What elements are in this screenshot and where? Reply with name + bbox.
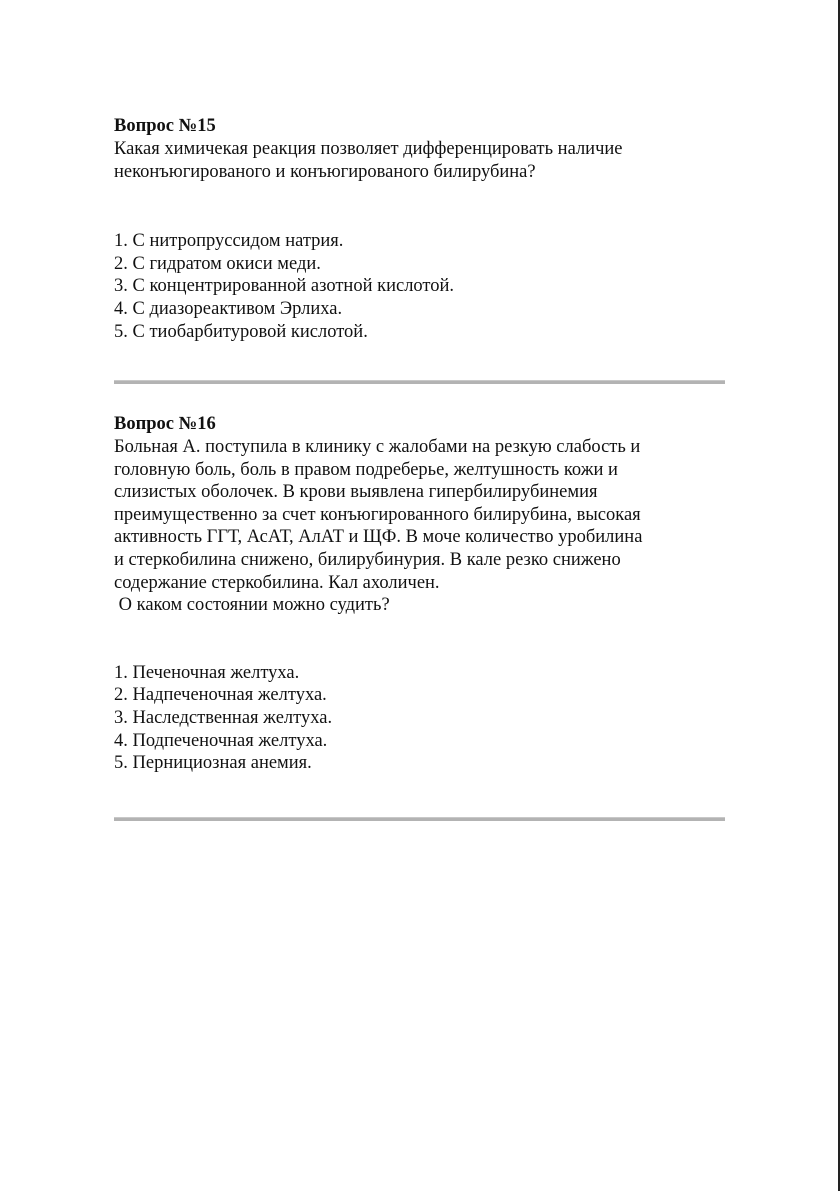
question-text-line: содержание стеркобилина. Кал ахоличен. xyxy=(114,572,440,593)
answer-option[interactable]: 5. Пернициозная анемия. xyxy=(114,753,312,774)
section-divider xyxy=(114,817,725,821)
answer-options xyxy=(114,662,734,775)
question-text-line: неконъюгированого и конъюгированого билирубина? xyxy=(114,161,536,182)
question-15 xyxy=(114,115,734,343)
answer-options xyxy=(114,230,734,343)
question-title: Вопрос №16 xyxy=(114,414,216,434)
question-text-line: активность ГГТ, АсАТ, АлАТ и ЩФ. В моче количество уробилина xyxy=(114,527,643,548)
answer-option[interactable]: 3. Наследственная желтуха. xyxy=(114,707,333,728)
answer-option[interactable]: 3. С концентрированной азотной кислотой. xyxy=(114,276,455,297)
answer-option[interactable]: 4. С диазореактивом Эрлиха. xyxy=(114,298,343,319)
section-divider xyxy=(114,380,725,384)
question-text-line: преимущественно за счет конъюгированного билирубина, высокая xyxy=(114,504,641,525)
answer-option[interactable]: 1. Печеночная желтуха. xyxy=(114,662,300,683)
answer-option[interactable]: 2. С гидратом окиси меди. xyxy=(114,253,321,274)
answer-option[interactable]: 5. С тиобарбитуровой кислотой. xyxy=(114,321,368,342)
question-text-line: слизистых оболочек. В крови выявлена гипербилирубинемия xyxy=(114,482,598,503)
question-text xyxy=(114,436,734,617)
question-text xyxy=(114,138,734,183)
answer-option[interactable]: 1. С нитропруссидом натрия. xyxy=(114,231,344,252)
question-text-line: Больная А. поступила в клинику с жалобами на резкую слабость и xyxy=(114,437,641,457)
answer-option[interactable]: 4. Подпеченочная желтуха. xyxy=(114,730,328,751)
question-text-line: и стеркобилина снижено, билирубинурия. В кале резко снижено xyxy=(114,549,621,570)
question-title: Вопрос №15 xyxy=(114,116,216,136)
question-text-line: головную боль, боль в правом подреберье, желтушность кожи и xyxy=(114,459,618,480)
answer-option[interactable]: 2. Надпеченочная желтуха. xyxy=(114,685,327,706)
question-16 xyxy=(114,413,734,775)
question-text-line: О каком состоянии можно судить? xyxy=(114,595,390,616)
question-text-line: Какая химичекая реакция позволяет дифференцировать наличие xyxy=(114,139,623,159)
